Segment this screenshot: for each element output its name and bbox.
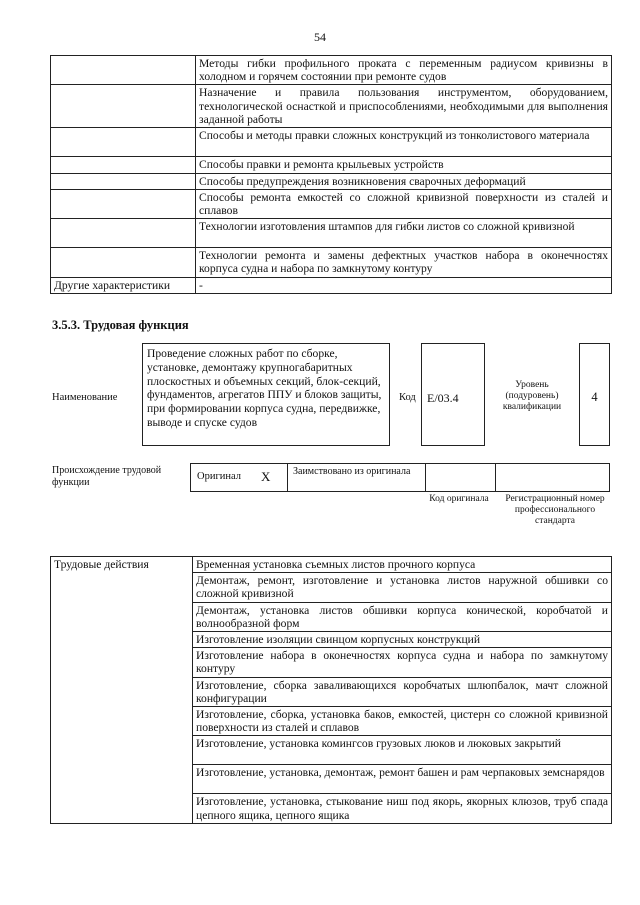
- page-number: 54: [314, 30, 326, 44]
- level-value: 4: [591, 390, 598, 404]
- function-name-box: [142, 343, 390, 446]
- labor-action-item: Изготовление, сборка заваливающихся коробчатых шлюпбалок, мачт сложной конфигурации: [193, 677, 612, 706]
- table-row: [51, 157, 612, 173]
- original-label: Оригинал: [197, 471, 241, 482]
- knowledge-item: Способы правки и ремонта крыльевых устройств: [196, 157, 612, 173]
- table-row: [51, 56, 612, 85]
- labor-action-item: Изготовление, установка, стыкование ниш под якорь, якорных клюзов, труб спада цепного ящика, цепного ящика: [193, 794, 612, 823]
- knowledge-item: Способы предупреждения возникновения сварочных деформаций: [196, 173, 612, 189]
- other-characteristics-value: -: [196, 277, 612, 293]
- cell-divider: [425, 464, 426, 491]
- function-name-label: Наименование: [52, 392, 118, 403]
- qualification-level-label: Уровень (подуровень) квалификации: [502, 380, 562, 412]
- labor-action-item: Изготовление, установка комингсов грузовых люков и люковых закрытий: [193, 736, 612, 765]
- code-value: E/03.4: [427, 391, 459, 405]
- code-box: [421, 343, 485, 446]
- cell-divider: [495, 464, 496, 491]
- knowledge-item: Назначение и правила пользования инструментом, оборудованием, технологической оснасткой и приспособлениями, необходимыми для выполнения заданной работы: [196, 85, 612, 128]
- original-mark: X: [261, 469, 271, 484]
- code-original-caption: Код оригинала: [429, 494, 489, 504]
- labor-action-item: Демонтаж, установка листов обшивки корпуса конической, коробчатой и волнообразной форм: [193, 602, 612, 631]
- knowledge-item: Способы ремонта емкостей со сложной кривизной поверхности из сталей и сплавов: [196, 189, 612, 218]
- cell-divider: [287, 464, 288, 491]
- reg-number-caption: Регистрационный номер профессионального стандарта: [505, 494, 605, 526]
- knowledge-item: Технологии изготовления штампов для гибки листов со сложной кривизной: [196, 219, 612, 248]
- code-label: Код: [399, 392, 416, 403]
- labor-action-item: Временная установка съемных листов прочного корпуса: [193, 557, 612, 573]
- labor-actions-table: [50, 556, 612, 824]
- table-row: [51, 85, 612, 128]
- other-characteristics-row: [51, 277, 612, 293]
- labor-action-item: Изготовление, установка, демонтаж, ремонт башен и рам черпаковых земснарядов: [193, 765, 612, 794]
- labor-action-item: Демонтаж, ремонт, изготовление и установка листов наружной обшивки со сложной кривизной: [193, 573, 612, 602]
- table-row: [51, 189, 612, 218]
- labor-action-item: Изготовление набора в оконечностях корпуса судна и набора по замкнутому контуру: [193, 648, 612, 677]
- table-row: [51, 248, 612, 277]
- other-characteristics-label: Другие характеристики: [51, 277, 196, 293]
- origin-label: Происхождение трудовой функции: [52, 465, 162, 488]
- table-row: [51, 128, 612, 157]
- labor-action-item: Изготовление, сборка, установка баков, емкостей, цистерн со сложной кривизной поверхности из сталей и сплавов: [193, 707, 612, 736]
- borrowed-label: Заимствовано из оригинала: [293, 466, 411, 477]
- knowledge-item: Технологии ремонта и замены дефектных участков набора в оконечностях корпуса судна и набора по замкнутому контуру: [196, 248, 612, 277]
- knowledge-item: Способы и методы правки сложных конструкций из тонколистового материала: [196, 128, 612, 157]
- labor-action-item: Изготовление изоляции свинцом корпусных конструкций: [193, 632, 612, 648]
- labor-actions-label: Трудовые действия: [51, 557, 193, 824]
- level-box: [579, 343, 610, 446]
- table-row: [51, 557, 612, 573]
- table-row: [51, 219, 612, 248]
- knowledge-table: [50, 55, 612, 294]
- section-title: 3.5.3. Трудовая функция: [52, 318, 189, 332]
- function-name-value: Проведение сложных работ по сборке, установке, демонтажу крупногабаритных плоскостных и объемных секций, блок-секций, фундаментов, агрегатов ППУ и блоков защиты, при формировании корпуса судна, передвижке, выводе и спуске судов: [147, 347, 382, 429]
- origin-grid: [190, 463, 610, 492]
- knowledge-item: Методы гибки профильного проката с переменным радиусом кривизны в холодном и горячем состоянии при ремонте судов: [196, 56, 612, 85]
- table-row: [51, 173, 612, 189]
